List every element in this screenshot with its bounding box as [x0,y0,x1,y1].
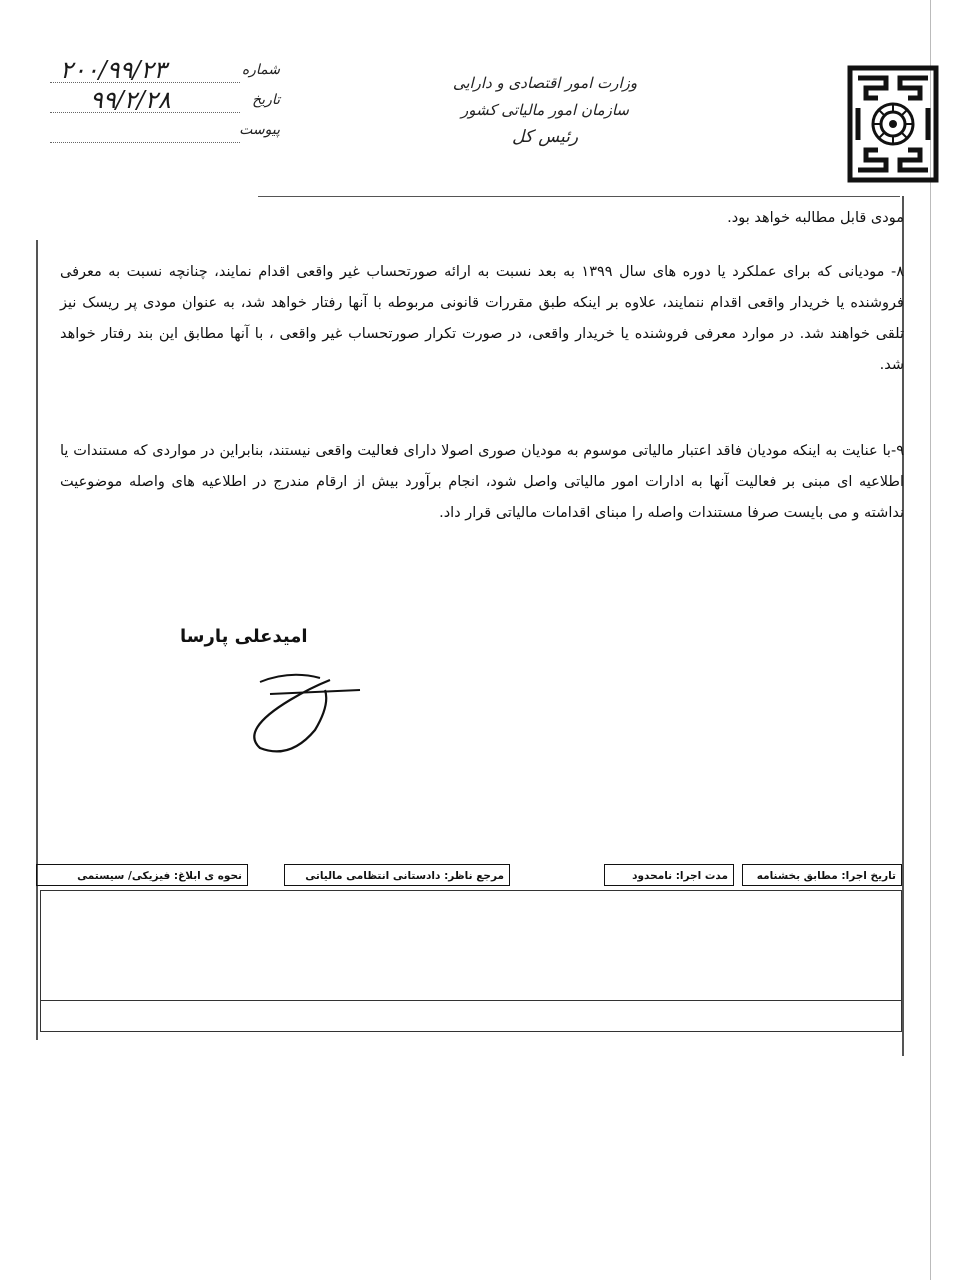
body-item-9 [60,436,904,529]
body-intro [60,203,904,234]
handwritten-signature-icon [230,660,370,760]
item-8-paragraph: ۸- مودیانی که برای عملکرد یا دوره های سال ۱۳۹۹ به بعد نسبت به ارائه صورتحساب غیر واقعی اقدام نمایند، چنانچه نسبت به معرفی فروشنده یا خریدار واقعی اقدام ننمایند، علاوه بر اینکه طبق مقررات قانونی مربوطه با آنها رفتار خواهد شد، به عنوان مودی پر ریسک نیز تلقی خواهند شد. در موارد معرفی فروشنده یا خریدار واقعی، در صورت تکرار صورتحساب غیر واقعی ، با آنها مطابق این بند رفتار خواهد شد. [60,264,904,373]
date-row [40,86,280,116]
organization-name: سازمان امور مالیاتی کشور [461,101,629,119]
letterhead [420,70,670,151]
attachment-label: پیوست [239,122,280,138]
notes-divider [40,1000,902,1001]
notify-method-cell: نحوه ی ابلاغ: فیزیکی/ سیستمی [36,864,248,886]
supervisor-cell: مرجع ناظر: دادستانی انتظامی مالیاتی [284,864,510,886]
execution-info-strip [36,860,902,890]
number-label: شماره [241,62,280,78]
letter-date: ۹۹/۲/۲۸ [90,86,171,114]
notes-box [40,890,902,1032]
exec-date-cell: تاریخ اجرا: مطابق بخشنامه [742,864,902,886]
number-row [40,56,280,86]
signatory-role: رئیس کل [511,127,579,147]
letter-meta [40,56,280,146]
item-9-paragraph: ۹-با عنایت به اینکه مودیان فاقد اعتبار مالیاتی موسوم به مودیان صوری اصولا دارای فعالیت واقعی نیستند، بنابراین در مواردی که مستندات یا اطلاعیه ای مبنی بر فعالیت آنها به ادارات امور مالیاتی واصل شود، انجام برآورد بیش از ارقام مندرج در اطلاعیه های واصله موضوعیت نداشته و می بایست صرفا مستندات واصله را مبنای اقدامات مالیاتی قرار داد. [60,443,904,521]
intro-paragraph: مودی قابل مطالبه خواهد بود. [727,210,904,226]
attachment-row [40,116,280,146]
ministry-name: وزارت امور اقتصادی و دارایی [452,74,638,92]
top-rule [258,196,900,197]
signatory-name: امیدعلی پارسا [180,626,308,647]
date-label: تاریخ [252,92,280,108]
scan-edge [930,0,931,1280]
duration-cell: مدت اجرا: نامحدود [604,864,734,886]
body-item-8 [60,257,904,381]
letter-number: ۲۰۰/۹۹/۲۳ [60,56,167,84]
left-rule [36,240,38,1040]
tax-organization-logo-icon [846,64,940,184]
